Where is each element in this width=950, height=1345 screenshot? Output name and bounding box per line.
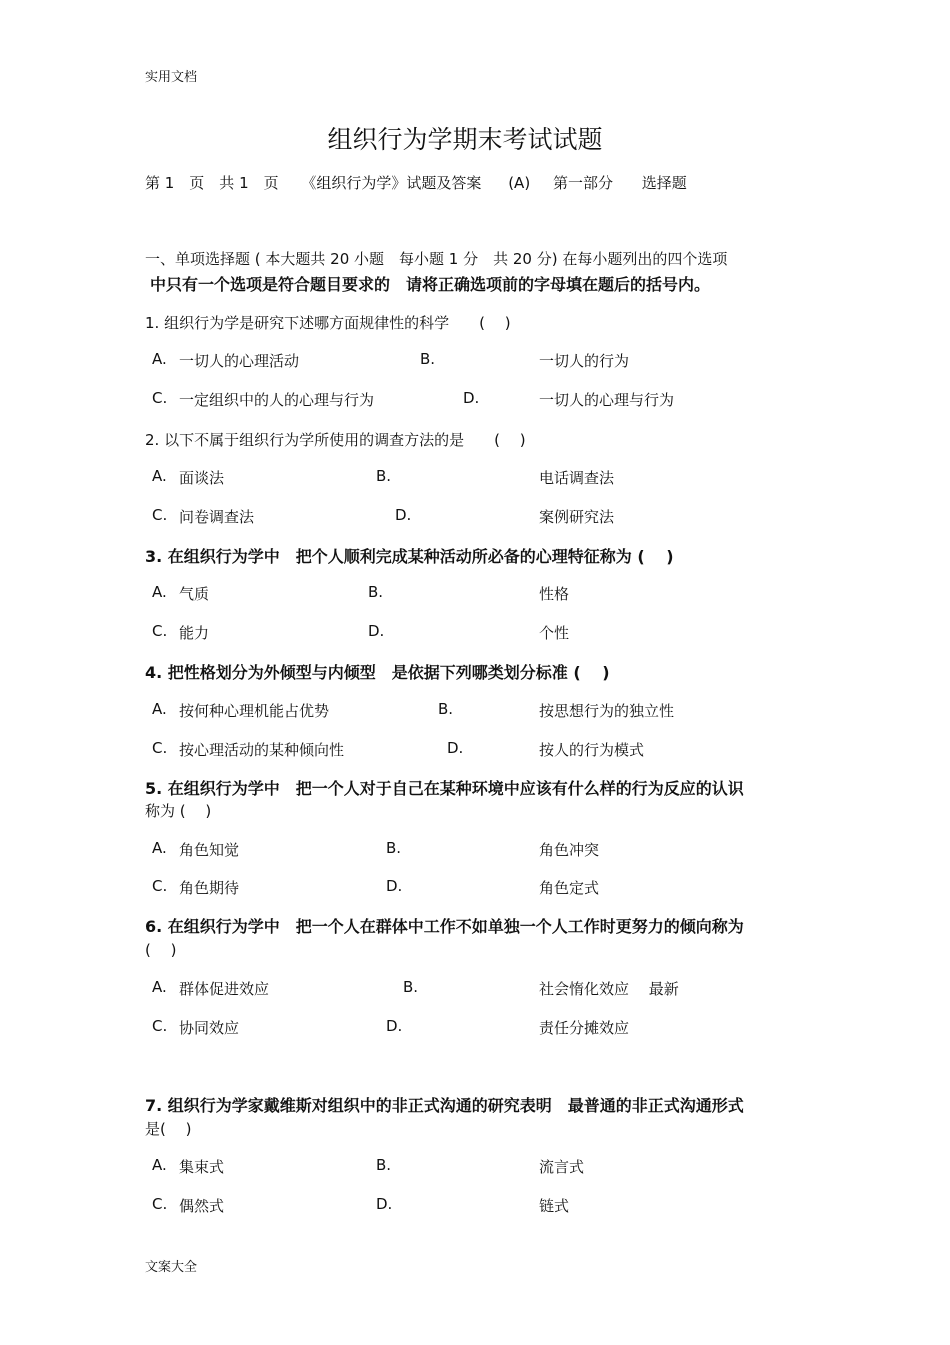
option-text: 偶然式	[179, 1197, 225, 1215]
section-heading-line1: 一、单项选择题 ( 本大题共 20 小题 每小题 1 分 共 20 分) 在每小题列出的四个选项	[145, 250, 728, 268]
option-text: 按思想行为的独立性	[539, 702, 675, 720]
option-text: 能力	[179, 624, 210, 642]
option-letter: C.	[152, 389, 168, 407]
option-letter: D.	[368, 622, 385, 640]
page-title: 组织行为学期末考试试题	[327, 125, 603, 154]
question-5-continued: 称为 ( )	[145, 802, 212, 820]
question-3: 3. 在组织行为学中 把个人顺利完成某种活动所必备的心理特征称为 ( )	[145, 547, 674, 566]
meta-type: 选择题	[641, 174, 687, 192]
option-text: 电话调查法	[539, 469, 615, 487]
option-letter: B.	[368, 583, 384, 601]
option-letter: D.	[447, 739, 464, 757]
option-text: 性格	[539, 585, 570, 603]
option-text: 社会惰化效应 最新	[539, 980, 679, 998]
question-2: 2. 以下不属于组织行为学所使用的调查方法的是 ( )	[145, 431, 526, 449]
question-7-continued: 是( )	[145, 1120, 192, 1138]
document-meta	[145, 172, 687, 193]
option-text: 案例研究法	[539, 508, 615, 526]
option-text: 问卷调查法	[179, 508, 255, 526]
option-text: 按人的行为模式	[539, 741, 645, 759]
option-letter: D.	[386, 1017, 403, 1035]
question-1: 1. 组织行为学是研究下述哪方面规律性的科学 ( )	[145, 314, 511, 332]
option-text: 群体促进效应	[179, 980, 270, 998]
option-letter: B.	[420, 350, 436, 368]
option-text: 一定组织中的人的心理与行为	[179, 391, 375, 409]
footer-label: 文案大全	[145, 1260, 198, 1275]
option-letter: C.	[152, 622, 168, 640]
option-letter: C.	[152, 1017, 168, 1035]
option-letter: D.	[376, 1195, 393, 1213]
question-4: 4. 把性格划分为外倾型与内倾型 是依据下列哪类划分标准 ( )	[145, 663, 610, 682]
option-letter: C.	[152, 506, 168, 524]
option-text: 协同效应	[179, 1019, 240, 1037]
option-text: 角色定式	[539, 879, 600, 897]
option-text: 责任分摊效应	[539, 1019, 630, 1037]
question-6-continued: ( )	[145, 941, 177, 959]
option-letter: D.	[463, 389, 480, 407]
option-text: 流言式	[539, 1158, 585, 1176]
option-letter: B.	[403, 978, 419, 996]
question-7: 7. 组织行为学家戴维斯对组织中的非正式沟通的研究表明 最普通的非正式沟通形式	[145, 1096, 744, 1115]
option-text: 角色冲突	[539, 841, 600, 859]
option-letter: C.	[152, 1195, 168, 1213]
option-text: 一切人的心理活动	[179, 352, 300, 370]
option-text: 集束式	[179, 1158, 225, 1176]
option-letter: B.	[386, 839, 402, 857]
question-6: 6. 在组织行为学中 把一个人在群体中工作不如单独一个人工作时更努力的倾向称为	[145, 917, 744, 936]
option-text: 链式	[539, 1197, 570, 1215]
option-letter: A.	[152, 583, 167, 601]
meta-variant: (A)	[508, 174, 531, 192]
meta-part: 第一部分	[552, 174, 613, 192]
option-letter: B.	[376, 1156, 392, 1174]
option-text: 按心理活动的某种倾向性	[179, 741, 345, 759]
question-5: 5. 在组织行为学中 把一个人对于自己在某种环境中应该有什么样的行为反应的认识	[145, 779, 744, 798]
option-letter: A.	[152, 978, 167, 996]
option-text: 按何种心理机能占优势	[179, 702, 330, 720]
option-letter: B.	[438, 700, 454, 718]
option-letter: D.	[386, 877, 403, 895]
option-letter: C.	[152, 877, 168, 895]
meta-book: 《组织行为学》试题及答案	[301, 174, 482, 192]
option-letter: D.	[395, 506, 412, 524]
option-letter: A.	[152, 700, 167, 718]
option-letter: B.	[376, 467, 392, 485]
option-letter: A.	[152, 350, 167, 368]
header-label: 实用文档	[145, 70, 198, 85]
option-letter: A.	[152, 1156, 167, 1174]
option-text: 一切人的心理与行为	[539, 391, 675, 409]
option-text: 面谈法	[179, 469, 225, 487]
option-text: 一切人的行为	[539, 352, 630, 370]
option-letter: A.	[152, 467, 167, 485]
option-text: 个性	[539, 624, 570, 642]
option-letter: A.	[152, 839, 167, 857]
option-text: 角色知觉	[179, 841, 240, 859]
option-text: 气质	[179, 585, 210, 603]
option-text: 角色期待	[179, 879, 240, 897]
section-heading-line2: 中只有一个选项是符合题目要求的 请将正确选项前的字母填在题后的括号内。	[150, 275, 711, 294]
option-letter: C.	[152, 739, 168, 757]
meta-page-info: 第 1 页 共 1 页	[145, 174, 279, 192]
